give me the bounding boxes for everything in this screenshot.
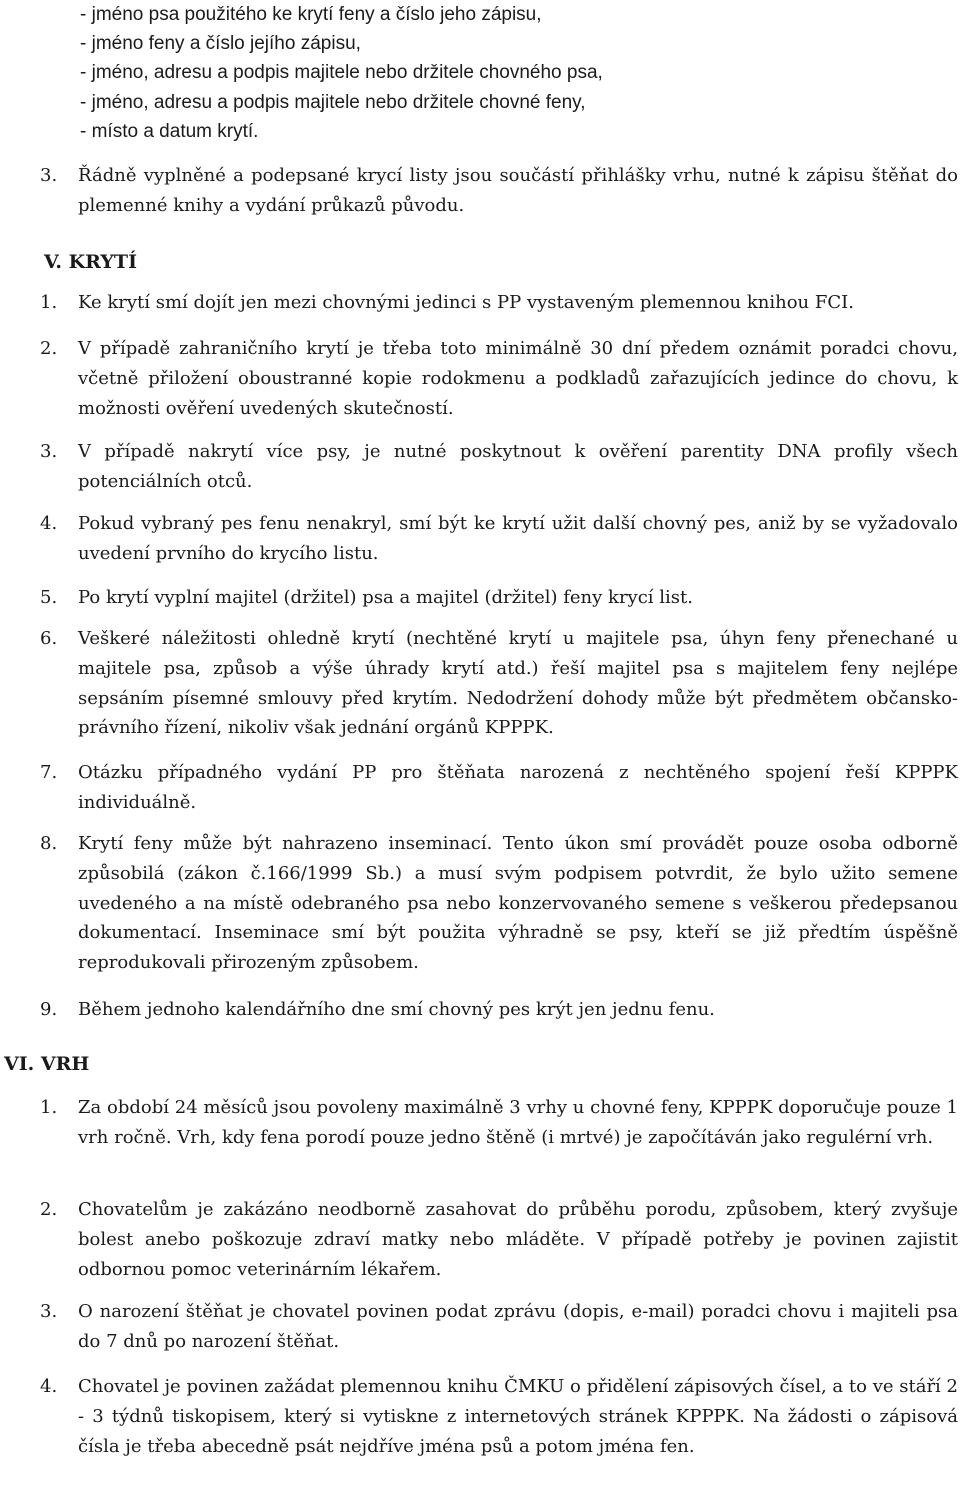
item-text: Za období 24 měsíců jsou povoleny maximálně 3 vrhy u chovné feny, KPPPK doporučuje pouze 1 vrh ročně. Vrh, kdy fena porodí pouze jedno štěně (i mrtvé) je započítáván jako regulérní vrh. [78,1097,958,1148]
list-item [40,583,958,613]
list-item [40,1372,958,1461]
list-item [40,1093,958,1153]
item-text: Veškeré náležitosti ohledně krytí (nechtěné krytí u majitele psa, úhyn feny přenechané u majitele psa, způsob a výše úhrady krytí atd.) řeší majitel psa s majitelem feny nejlépe sepsáním písemné smlouvy před krytím. Nedodržení dohody může být předmětem občansko-právního řízení, nikoliv však jednání orgánů KPPPK. [78,628,958,739]
list-item [40,161,958,221]
section-heading-vi: VI. VRH [4,1053,90,1075]
item-text: Otázku případného vydání PP pro štěňata narozená z nechtěného spojení řeší KPPPK individuálně. [78,762,958,813]
intro-line: - jméno, adresu a podpis majitele nebo držitele chovného psa, [80,62,603,83]
item-text: V případě zahraničního krytí je třeba toto minimálně 30 dní předem oznámit poradci chovu, včetně přiložení oboustranné kopie rodokmenu a podkladů zařazujících jedince do chovu, k možnosti ověření uvedených skutečností. [78,338,958,419]
list-item [40,334,958,423]
list-item [40,1195,958,1284]
item-number: 5. [40,587,58,608]
list-item [40,509,958,569]
item-text: Chovatel je povinen zažádat plemennou knihu ČMKU o přidělení zápisových čísel, a to ve stáří 2 - 3 týdnů tiskopisem, který si vytiskne z internetových stránek KPPPK. Na žádosti o zápisová čísla je třeba abecedně psát nejdříve jména psů a potom jména fen. [78,1376,958,1457]
item-number: 1. [40,1097,58,1118]
intro-line: - jméno psa použitého ke krytí feny a číslo jeho zápisu, [80,4,542,25]
intro-line: - jméno, adresu a podpis majitele nebo držitele chovné feny, [80,92,586,113]
list-item [40,1297,958,1357]
list-item [40,624,958,743]
item-number: 2. [40,1199,58,1220]
list-item [40,829,958,978]
intro-line: - místo a datum krytí. [80,121,259,142]
item-number: 4. [40,513,58,534]
item-number: 3. [40,1301,58,1322]
list-item [40,758,958,818]
item-number: 8. [40,833,58,854]
item-number: 4. [40,1376,58,1397]
item-text: Řádně vyplněné a podepsané krycí listy jsou součástí přihlášky vrhu, nutné k zápisu štěňat do plemenné knihy a vydání průkazů původu. [78,165,958,216]
intro-line: - jméno feny a číslo jejího zápisu, [80,33,361,54]
list-item [40,288,958,318]
item-number: 7. [40,762,58,783]
item-number: 6. [40,628,58,649]
item-text: Po krytí vyplní majitel (držitel) psa a majitel (držitel) feny krycí list. [78,587,693,608]
item-text: O narození štěňat je chovatel povinen podat zprávu (dopis, e-mail) poradci chovu i majiteli psa do 7 dnů po narození štěňat. [78,1301,958,1352]
item-number: 3. [40,441,58,462]
item-number: 9. [40,999,58,1020]
list-item [40,995,958,1025]
item-number: 2. [40,338,58,359]
item-number: 1. [40,292,58,313]
item-text: Ke krytí smí dojít jen mezi chovnými jedinci s PP vystaveným plemennou knihou FCI. [78,292,854,313]
section-heading-v: V. KRYTÍ [44,251,137,273]
item-number: 3. [40,165,58,186]
item-text: Krytí feny může být nahrazeno inseminací. Tento úkon smí provádět pouze osoba odborně způsobilá (zákon č.166/1999 Sb.) a musí svým podpisem potvrdit, že bylo užito semene uvedeného a na místě odebraného psa nebo konzervovaného semene s veškerou předepsanou dokumentací. Inseminace smí být použita výhradně se psy, kteří se již předtím úspěšně reprodukovali přirozeným způsobem. [78,833,958,974]
item-text: V případě nakrytí více psy, je nutné poskytnout k ověření parentity DNA profily všech potenciálních otců. [78,441,958,492]
item-text: Pokud vybraný pes fenu nenakryl, smí být ke krytí užit další chovný pes, aniž by se vyžadovalo uvedení prvního do krycího listu. [78,513,958,564]
list-item [40,437,958,497]
item-text: Během jednoho kalendářního dne smí chovný pes krýt jen jednu fenu. [78,999,715,1020]
item-text: Chovatelům je zakázáno neodborně zasahovat do průběhu porodu, způsobem, který zvyšuje bolest anebo poškozuje zdraví matky nebo mláděte. V případě potřeby je povinen zajistit odbornou pomoc veterinárním lékařem. [78,1199,958,1280]
